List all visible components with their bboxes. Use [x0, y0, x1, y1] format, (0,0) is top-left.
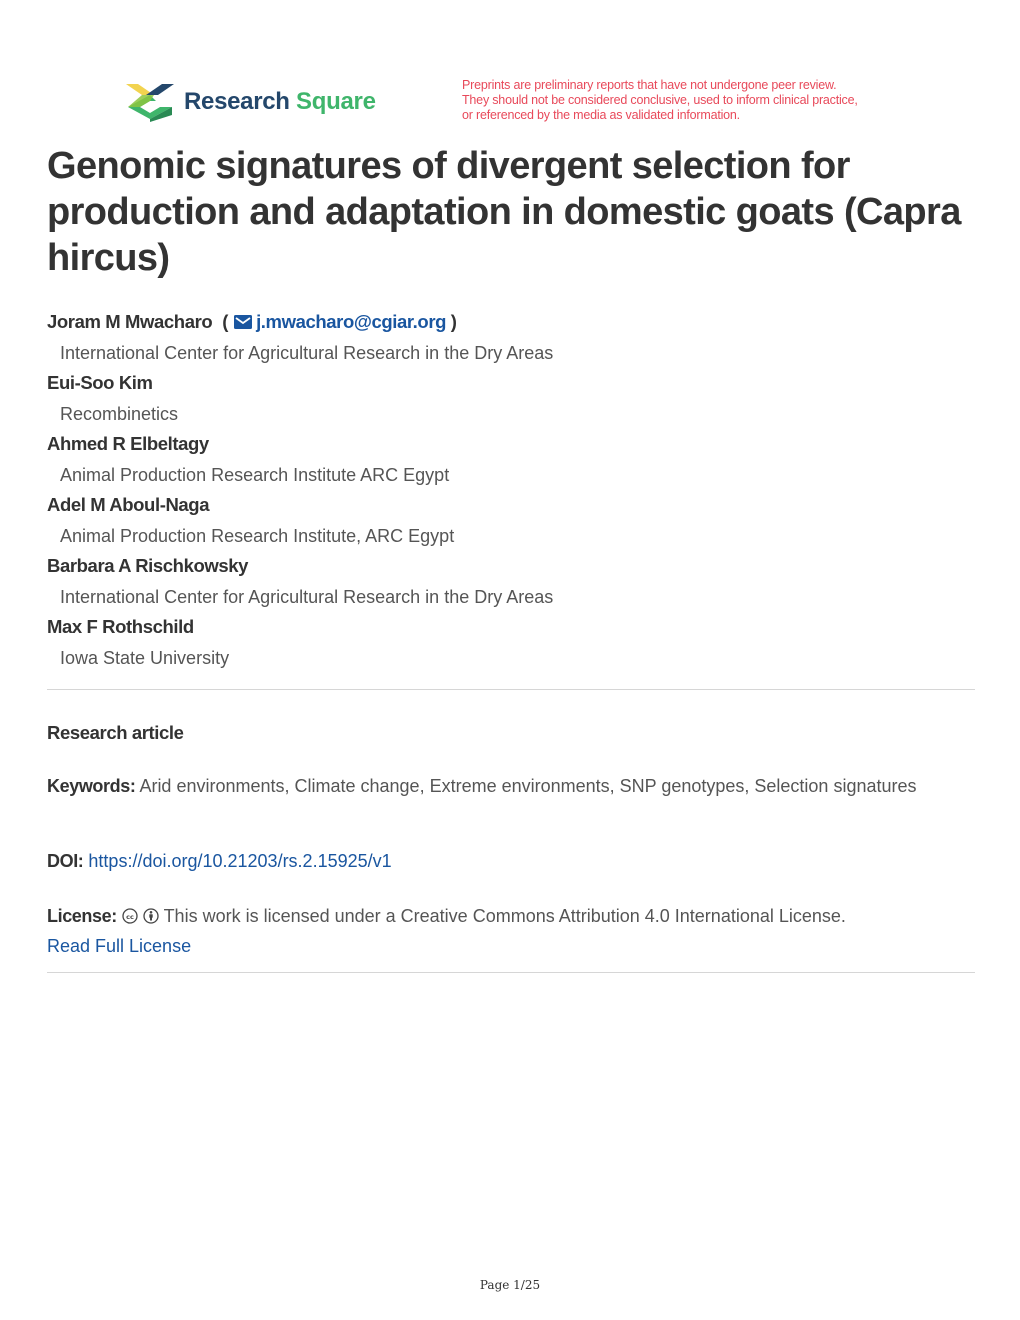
doi-link[interactable]: https://doi.org/10.21203/rs.2.15925/v1 [88, 851, 392, 871]
author-affiliation: Animal Production Research Institute ARC Egypt [60, 464, 450, 485]
keywords-value: Arid environments, Climate change, Extreme environments, SNP genotypes, Selection signatures [139, 776, 917, 796]
author-entry [47, 490, 977, 551]
author-name: Adel M Aboul-Naga [47, 494, 210, 515]
page-number: Page 1/25 [479, 1278, 541, 1292]
author-affiliation: International Center for Agricultural Research in the Dry Areas [60, 586, 554, 607]
author-affiliation: Recombinetics [60, 403, 179, 424]
author-entry [47, 429, 977, 490]
read-full-license-link[interactable]: Read Full License [47, 936, 192, 956]
keywords-label: Keywords: [47, 776, 136, 796]
paper-title: Genomic signatures of divergent selection for production and adaptation in domestic goats (Capra hircus) [47, 145, 961, 279]
author-name: Eui-Soo Kim [47, 372, 153, 393]
keywords [47, 771, 947, 801]
author-list [47, 307, 977, 673]
license-label: License: [47, 906, 117, 926]
author-entry [47, 307, 977, 368]
author-name: Ahmed R Elbeltagy [47, 433, 209, 454]
author-name: Max F Rothschild [47, 616, 194, 637]
author-affiliation: Animal Production Research Institute, ARC Egypt [60, 525, 455, 546]
author-affiliation: Iowa State University [60, 647, 230, 668]
author-name: Joram M Mwacharo [47, 311, 213, 332]
author-affiliation: International Center for Agricultural Research in the Dry Areas [60, 342, 554, 363]
author-entry [47, 551, 977, 612]
license [47, 901, 977, 961]
author-email-wrapper: ( j.mwacharo@cgiar.org ) [222, 311, 457, 332]
doi-label: DOI: [47, 851, 84, 871]
attribution-icon [143, 908, 159, 924]
research-square-logo[interactable] [124, 82, 376, 122]
divider [47, 972, 975, 973]
preprint-disclaimer: Preprints are preliminary reports that have not undergone peer review. They should not be considered conclusive, used to inform clinical practice, or referenced by the media as validated information. [462, 78, 858, 122]
svg-text:cc: cc [126, 912, 134, 921]
author-entry [47, 368, 977, 429]
author-entry [47, 612, 977, 673]
header [0, 70, 1020, 140]
research-square-logo-icon [124, 82, 176, 122]
envelope-icon [234, 315, 252, 329]
divider [47, 689, 975, 690]
license-text: This work is licensed under a Creative Commons Attribution 4.0 International License. [163, 906, 846, 926]
author-email-link[interactable]: j.mwacharo@cgiar.org [256, 311, 447, 332]
doi [47, 851, 392, 872]
author-name: Barbara A Rischkowsky [47, 555, 249, 576]
cc-icon [122, 908, 138, 924]
logo-wordmark: Research Square [184, 88, 376, 115]
article-type: Research article [47, 722, 184, 743]
